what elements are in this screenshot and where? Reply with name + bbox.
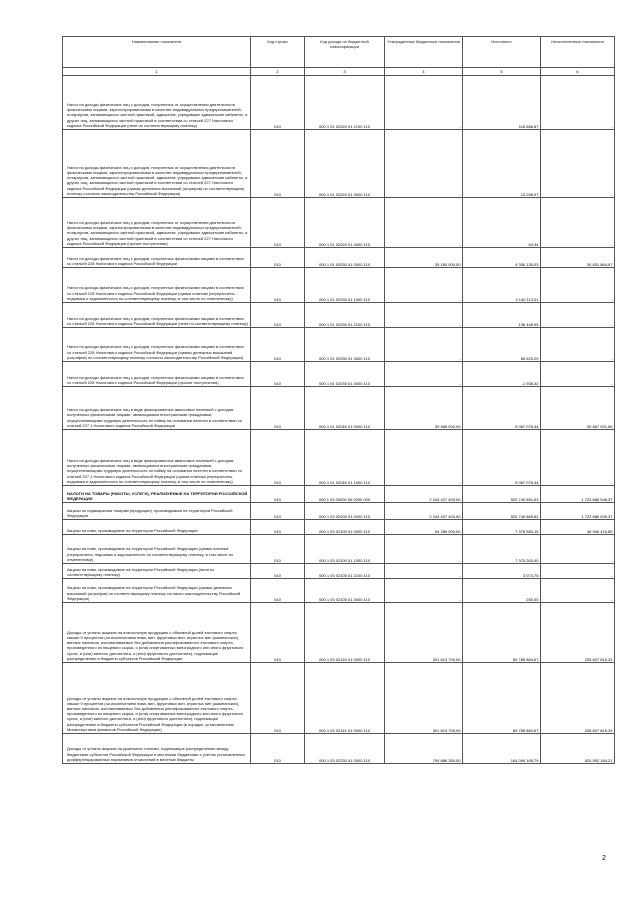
row-unexecuted-cell: - — [541, 564, 615, 579]
row-unexecuted-cell: 1 723 686 548,37 — [541, 486, 615, 503]
row-approved-cell: - — [385, 130, 463, 198]
row-unexecuted-cell: - — [541, 268, 615, 303]
row-executed-cell: -1 938,32 — [463, 362, 541, 387]
row-name-cell: Налог на доходы физических лиц с доходов, полученных от осуществления деятельности физическими лицами, зарегистрированными в качестве индивидуальных предпринимателей, нотариусов, занимающихся частной практикой, адвокатов, учредивших адвокатские кабинеты, и других лиц, занимающихся частной практикой в соответствии со статьей 227 Налогового кодекса Российской Федерации (прочие поступления) — [63, 198, 251, 248]
header-indicator-name: Наименование показателя — [63, 37, 251, 68]
table-row — [63, 535, 615, 564]
row-code-cell: 010 — [251, 362, 305, 387]
column-number: 6 — [541, 68, 615, 76]
row-approved-cell: 39 968 000,00 — [385, 387, 463, 430]
row-approved-cell: - — [385, 268, 463, 303]
row-approved-cell: - — [385, 303, 463, 328]
header-row-code: Код строки — [251, 37, 305, 68]
table-row — [63, 198, 615, 248]
table-body — [63, 76, 615, 764]
row-unexecuted-cell: - — [541, 362, 615, 387]
column-number: 4 — [385, 68, 463, 76]
header-row — [63, 37, 615, 68]
row-executed-cell: 520 740 851,63 — [463, 486, 541, 503]
row-code-cell: 010 — [251, 198, 305, 248]
row-code-cell: 010 — [251, 76, 305, 130]
header-executed: Исполнено — [463, 37, 541, 68]
row-executed-cell: 7 378 583,15 — [463, 520, 541, 535]
header-kbk: Код дохода по бюджетной классификации — [305, 37, 385, 68]
row-executed-cell: 65 785 884,67 — [463, 603, 541, 663]
row-unexecuted-cell: 30 867 921,66 — [541, 387, 615, 430]
table-row — [63, 387, 615, 430]
row-kbk-cell: 000 1 01 02030 01 0000 110 — [305, 248, 385, 268]
row-name-cell: Акцизы на пиво, производимое на территории Российской Федерации (сумма платежа (перерасчеты, недоимка и задолженность по соответствующему платежу, в том числе по отмененному) — [63, 535, 251, 564]
row-executed-cell: 65 523,29 — [463, 328, 541, 362]
row-executed-cell: 136 446,95 — [463, 303, 541, 328]
row-name-cell: Акцизы на пиво, производимое на территории Российской Федерации (суммы денежных взысканий (штрафов) по соответствующему платежу согласно законодательству Российской Федерации) — [63, 579, 251, 603]
row-kbk-cell: 000 1 01 02030 01 2100 110 — [305, 303, 385, 328]
row-kbk-cell: 000 1 01 02020 01 3000 110 — [305, 130, 385, 198]
table-row — [63, 76, 615, 130]
row-kbk-cell: 000 1 01 02040 01 0000 110 — [305, 387, 385, 430]
row-kbk-cell: 000 1 01 02040 01 1000 110 — [305, 430, 385, 486]
row-code-cell: 010 — [251, 503, 305, 520]
table-row — [63, 486, 615, 503]
row-kbk-cell: 000 1 03 02000 01 0000 110 — [305, 503, 385, 520]
row-approved-cell: 301 613 700,00 — [385, 603, 463, 663]
table-row — [63, 520, 615, 535]
row-unexecuted-cell: - — [541, 130, 615, 198]
row-kbk-cell: 000 1 03 02230 01 0000 110 — [305, 734, 385, 764]
row-kbk-cell: 000 1 03 02140 01 0000 110 — [305, 603, 385, 663]
table-row — [63, 268, 615, 303]
row-code-cell: 010 — [251, 430, 305, 486]
row-approved-cell: - — [385, 564, 463, 579]
row-name-cell: Акцизы по подакцизным товарам (продукции), производимым на территории Российской Федерации — [63, 503, 251, 520]
row-kbk-cell: 000 1 03 02142 01 0000 110 — [305, 663, 385, 734]
row-name-cell: Акцизы на пиво, производимое на территории Российской Федерации — [63, 520, 251, 535]
row-executed-cell: 3 073,75 — [463, 564, 541, 579]
column-number-row — [63, 68, 615, 76]
row-executed-cell: 9 067 078,34 — [463, 430, 541, 486]
row-executed-cell: 164 094 165,79 — [463, 734, 541, 764]
row-code-cell: 010 — [251, 603, 305, 663]
row-unexecuted-cell: - — [541, 430, 615, 486]
row-approved-cell: - — [385, 198, 463, 248]
row-approved-cell: - — [385, 579, 463, 603]
row-name-cell: Акцизы на пиво, производимое на территории Российской Федерации (пени по соответствующему платежу) — [63, 564, 251, 579]
table-row — [63, 248, 615, 268]
row-executed-cell: 4 350 135,03 — [463, 248, 541, 268]
column-number: 5 — [463, 68, 541, 76]
row-executed-cell: 13 258,97 — [463, 130, 541, 198]
row-unexecuted-cell: 620 592 184,21 — [541, 734, 615, 764]
row-unexecuted-cell: - — [541, 198, 615, 248]
row-code-cell: 010 — [251, 486, 305, 503]
row-unexecuted-cell: 46 906 416,85 — [541, 520, 615, 535]
table-row — [63, 303, 615, 328]
row-unexecuted-cell: 30 831 864,97 — [541, 248, 615, 268]
row-approved-cell: 2 244 427 400,00 — [385, 486, 463, 503]
row-kbk-cell: 000 1 01 02020 01 4000 110 — [305, 198, 385, 248]
table-row — [63, 603, 615, 663]
row-approved-cell: 301 613 700,00 — [385, 663, 463, 734]
row-executed-cell: 65 785 884,67 — [463, 663, 541, 734]
row-executed-cell: 7 375 263,40 — [463, 535, 541, 564]
row-approved-cell: 2 244 427 400,00 — [385, 503, 463, 520]
row-approved-cell: 35 180 000,00 — [385, 248, 463, 268]
row-unexecuted-cell: 1 723 686 535,37 — [541, 503, 615, 520]
row-code-cell: 010 — [251, 734, 305, 764]
header-approved: Утвержденные бюджетные назначения — [385, 37, 463, 68]
table-row — [63, 564, 615, 579]
row-kbk-cell: 000 1 03 02100 01 0000 110 — [305, 520, 385, 535]
row-name-cell: Налог на доходы физических лиц с доходов, полученных от осуществления деятельности физическими лицами, зарегистрированными в качестве индивидуальных предпринимателей, нотариусов, занимающихся частной практикой, адвокатов, учредивших адвокатские кабинеты, и других лиц, занимающихся частной практикой в соответствии со статьей 227 Налогового кодекса Российской Федерации (пени по соответствующему платежу) — [63, 76, 251, 130]
row-code-cell: 010 — [251, 520, 305, 535]
row-executed-cell: 520 740 865,62 — [463, 503, 541, 520]
row-approved-cell: - — [385, 328, 463, 362]
row-unexecuted-cell: 235 827 815,33 — [541, 603, 615, 663]
row-code-cell: 010 — [251, 130, 305, 198]
table-row — [63, 430, 615, 486]
table-row — [63, 362, 615, 387]
row-unexecuted-cell: - — [541, 579, 615, 603]
row-name-cell: Налог на доходы физических лиц с доходов, полученных физическими лицами в соответствии со статьей 228 Налогового кодекса Российской Федерации — [63, 248, 251, 268]
report-sheet — [62, 36, 614, 764]
column-number: 2 — [251, 68, 305, 76]
row-kbk-cell: 000 1 01 02030 01 4000 110 — [305, 362, 385, 387]
row-unexecuted-cell: - — [541, 535, 615, 564]
row-name-cell: Налог на доходы физических лиц в виде фиксированных авансовых платежей с доходов, полученных физическими лицами, являющимися иностранными гражданами, осуществляющими трудовую деятельность по найму на основании патента в соответствии со статьей 227.1 Налогового кодекса Российской Федерации — [63, 387, 251, 430]
table-row — [63, 734, 615, 764]
row-kbk-cell: 000 1 01 02030 01 1000 110 — [305, 268, 385, 303]
row-name-cell: Налог на доходы физических лиц с доходов, полученных от осуществления деятельности физическими лицами, зарегистрированными в качестве индивидуальных предпринимателей, нотариусов, занимающихся частной практикой, адвокатов, учредивших адвокатские кабинеты, и других лиц, занимающихся частной практикой в соответствии со статьей 227 Налогового кодекса Российской Федерации (суммы денежных взысканий (штрафов) по соответствующему платежу согласно законодательству Российской Федерации) — [63, 130, 251, 198]
row-name-cell: Налог на доходы физических лиц с доходов, полученных физическими лицами в соответствии со статьей 228 Налогового кодекса Российской Федерации (суммы денежных взысканий (штрафов) по соответствующему платежу согласно законодательству Российской Федерации) — [63, 328, 251, 362]
row-approved-cell: 54 285 000,00 — [385, 520, 463, 535]
table-row — [63, 503, 615, 520]
table-row — [63, 579, 615, 603]
row-name-cell: Налог на доходы физических лиц с доходов, полученных физическими лицами в соответствии со статьей 228 Налогового кодекса Российской Федерации (прочие поступления) — [63, 362, 251, 387]
row-approved-cell: - — [385, 535, 463, 564]
row-name-cell: Доходы от уплаты акцизов на алкогольную продукцию с объемной долей этилового спирта свыше 9 процентов (за исключением пива, вин, фруктовых вин, игристых вин (шампанских), винных напитков, изготавливаемых без добавления ректификованного этилового спирта, произведенного из пищевого сырья, и (или) спиртованных виноградного или иного фруктового сусла, и (или) винного дистиллята, и (или) фруктового дистиллята), подлежащие распределению в бюджеты субъектов Российской Федерации — [63, 603, 251, 663]
row-code-cell: 010 — [251, 387, 305, 430]
column-number: 1 — [63, 68, 251, 76]
row-approved-cell: - — [385, 430, 463, 486]
row-kbk-cell: 000 1 03 00000 00 0000 000 — [305, 486, 385, 503]
row-code-cell: 010 — [251, 268, 305, 303]
row-kbk-cell: 000 1 01 02030 01 3000 110 — [305, 328, 385, 362]
row-code-cell: 010 — [251, 535, 305, 564]
row-name-cell: Налог на доходы физических лиц с доходов, полученных физическими лицами в соответствии со статьей 228 Налогового кодекса Российской Федерации (пени по соответствующему платежу) — [63, 303, 251, 328]
row-approved-cell: - — [385, 362, 463, 387]
row-unexecuted-cell: 235 827 815,33 — [541, 663, 615, 734]
row-code-cell: 010 — [251, 579, 305, 603]
row-name-cell: НАЛОГИ НА ТОВАРЫ (РАБОТЫ, УСЛУГИ), РЕАЛИЗУЕМЫЕ НА ТЕРРИТОРИИ РОССИЙСКОЙ ФЕДЕРАЦИИ — [63, 486, 251, 503]
table-row — [63, 130, 615, 198]
row-unexecuted-cell: - — [541, 303, 615, 328]
row-executed-cell: 116 686,67 — [463, 76, 541, 130]
page-number: 2 — [602, 855, 606, 862]
row-name-cell: Доходы от уплаты акцизов на алкогольную продукцию с объемной долей этилового спирта свыше 9 процентов (за исключением пива, вин, фруктовых вин, игристых вин (шампанских), винных напитков, изготавливаемых без добавления ректификованного этилового спирта, произведенного из пищевого сырья, и (или) спиртованных виноградного или иного фруктового сусла, и (или) винного дистиллята, и (или) фруктового дистиллята), подлежащие распределению в бюджеты субъектов Российской Федерации (в порядке, установленном Министерством финансов Российской Федерации) — [63, 663, 251, 734]
row-name-cell: Налог на доходы физических лиц в виде фиксированных авансовых платежей с доходов, полученных физическими лицами, являющимися иностранными гражданами, осуществляющими трудовую деятельность по найму на основании патента в соответствии со статьей 227.1 Налогового кодекса Российской Федерации (сумма платежа (перерасчеты, недоимка и задолженность по соответствующему платежу, в том числе по отмененному) — [63, 430, 251, 486]
row-approved-cell: - — [385, 76, 463, 130]
row-kbk-cell: 000 1 01 02020 01 2100 110 — [305, 76, 385, 130]
row-kbk-cell: 000 1 03 02100 01 3000 110 — [305, 579, 385, 603]
row-executed-cell: 4 140 113,01 — [463, 268, 541, 303]
row-kbk-cell: 000 1 03 02100 01 2100 110 — [305, 564, 385, 579]
table-row — [63, 328, 615, 362]
row-code-cell: 010 — [251, 303, 305, 328]
row-code-cell: 010 — [251, 248, 305, 268]
row-kbk-cell: 000 1 03 02100 01 1000 110 — [305, 535, 385, 564]
table-row — [63, 663, 615, 734]
row-name-cell: Налог на доходы физических лиц с доходов, полученных физическими лицами в соответствии со статьей 228 Налогового кодекса Российской Федерации (сумма платежа (перерасчеты, недоимка и задолженность по соответствующему платежу, в том числе по отмененному) — [63, 268, 251, 303]
header-unexecuted: Неисполненные назначения — [541, 37, 615, 68]
row-unexecuted-cell: - — [541, 76, 615, 130]
row-executed-cell: 54,34 — [463, 198, 541, 248]
row-name-cell: Доходы от уплаты акцизов на дизельное топливо, подлежащие распределению между бюджетами субъектов Российской Федерации и местными бюджетами с учетом установленных дифференцированных нормативов отчислений в местные бюджеты — [63, 734, 251, 764]
row-executed-cell: 250,00 — [463, 579, 541, 603]
column-number: 3 — [305, 68, 385, 76]
row-approved-cell: 794 686 350,00 — [385, 734, 463, 764]
row-code-cell: 010 — [251, 663, 305, 734]
row-executed-cell: 9 067 078,34 — [463, 387, 541, 430]
row-code-cell: 010 — [251, 328, 305, 362]
revenue-table — [62, 36, 615, 764]
row-unexecuted-cell: - — [541, 328, 615, 362]
row-code-cell: 010 — [251, 564, 305, 579]
